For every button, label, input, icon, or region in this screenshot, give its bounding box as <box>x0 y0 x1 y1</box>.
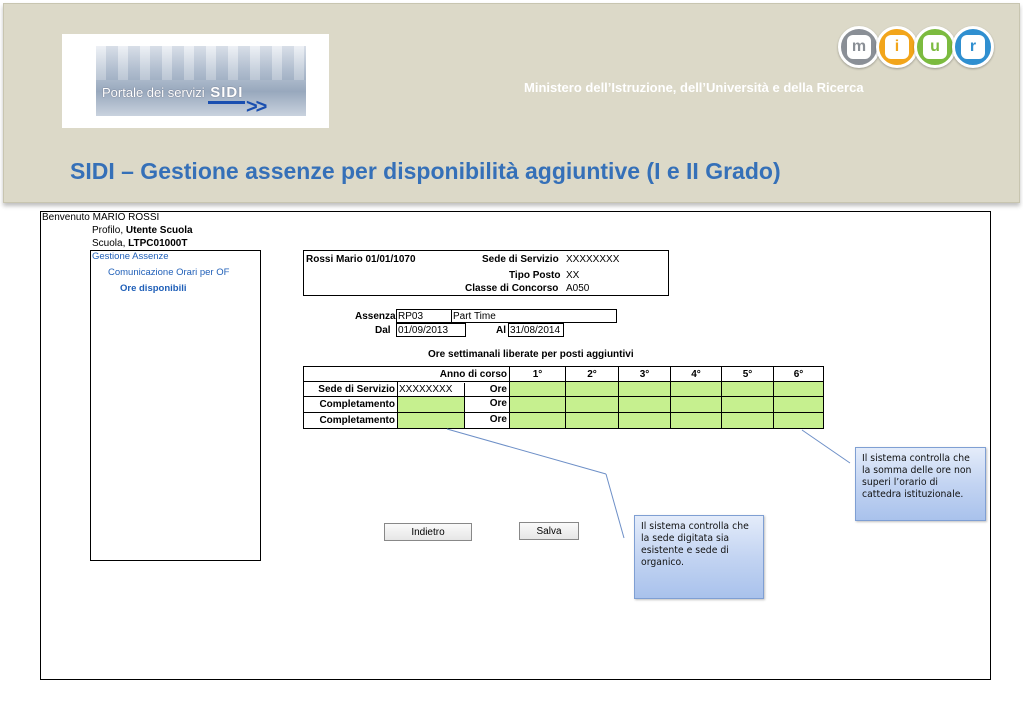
sidebar-item-comunicazione-orari[interactable]: Comunicazione Orari per OF <box>108 267 230 278</box>
hours-input-r2-y4[interactable] <box>671 397 722 413</box>
hours-input-r3-y1[interactable] <box>510 413 566 429</box>
miur-m-letter: m <box>847 35 871 59</box>
slide-header <box>3 3 1020 203</box>
school-line <box>92 238 187 249</box>
sidi-portal-logo <box>62 34 329 128</box>
hours-input-r3-y2[interactable] <box>566 413 619 429</box>
logo-sidi-brand: SIDI <box>208 84 245 104</box>
ore-label: Ore <box>489 398 507 409</box>
row-label-completamento-2 <box>304 413 398 429</box>
hours-input-r2-y6[interactable] <box>774 397 824 413</box>
hours-section-title: Ore settimanali liberate per posti aggiuntivi <box>428 349 634 360</box>
profile-value: Utente Scuola <box>125 225 193 236</box>
sede-ore-cell <box>398 382 510 397</box>
hours-input-r1-y4[interactable] <box>671 382 722 397</box>
sidebar-menu <box>90 250 261 561</box>
tipo-posto-value: XX <box>566 270 580 281</box>
miur-i-badge <box>876 26 918 68</box>
assenza-code-field: RP03 <box>396 309 452 323</box>
employee-name: Rossi Mario 01/01/1070 <box>306 254 416 265</box>
hours-input-r2-y5[interactable] <box>722 397 774 413</box>
completamento-2-sede-field[interactable] <box>398 413 465 428</box>
logo-arrows-icon: >> <box>246 96 266 116</box>
table-row <box>304 413 824 429</box>
hours-input-r2-y3[interactable] <box>619 397 671 413</box>
miur-i-letter: i <box>885 35 909 59</box>
employee-info-box <box>303 250 669 296</box>
classe-concorso-value: A050 <box>566 283 590 294</box>
year-6-header: 6° <box>774 367 824 382</box>
back-button[interactable]: Indietro <box>384 523 472 541</box>
sidebar-item-ore-disponibili[interactable]: Ore disponibili <box>120 283 187 294</box>
sede-value: XXXXXXXX <box>566 254 620 265</box>
miur-r-badge <box>952 26 994 68</box>
year-3-header: 3° <box>619 367 671 382</box>
row-label-sede <box>304 382 398 397</box>
completamento-2-ore-cell <box>398 413 510 429</box>
hours-input-r3-y4[interactable] <box>671 413 722 429</box>
row-label-completamento-1 <box>304 397 398 413</box>
al-date-field: 31/08/2014 <box>508 323 564 337</box>
year-5-header: 5° <box>722 367 774 382</box>
tipo-posto-label: Tipo Posto <box>509 270 561 281</box>
hours-input-r1-y1[interactable] <box>510 382 566 397</box>
logo-banner <box>96 46 306 116</box>
callout-sede-check: Il sistema controlla che la sede digitata sia esistente e sede di organico. <box>634 515 764 599</box>
hours-input-r3-y3[interactable] <box>619 413 671 429</box>
miur-logo <box>838 26 998 72</box>
logo-portal-text: Portale dei servizi <box>102 85 205 100</box>
year-4-header: 4° <box>671 367 722 382</box>
miur-u-badge <box>914 26 956 68</box>
hours-input-r2-y2[interactable] <box>566 397 619 413</box>
hours-input-r1-y5[interactable] <box>722 382 774 397</box>
hours-input-r1-y3[interactable] <box>619 382 671 397</box>
row-label-text: Completamento <box>319 399 395 410</box>
table-row <box>304 382 824 397</box>
hours-input-r2-y1[interactable] <box>510 397 566 413</box>
app-window <box>40 211 991 680</box>
hours-input-r3-y5[interactable] <box>722 413 774 429</box>
miur-r-letter: r <box>961 35 985 59</box>
hours-table <box>303 366 824 429</box>
completamento-1-ore-cell <box>398 397 510 413</box>
year-1-header: 1° <box>510 367 566 382</box>
row-label-text: Completamento <box>319 415 395 426</box>
year-2-header: 2° <box>566 367 619 382</box>
anno-di-corso-header: Anno di corso <box>304 367 510 382</box>
ore-label: Ore <box>489 414 507 425</box>
save-button[interactable]: Salva <box>519 522 579 540</box>
keyboard-graphic <box>96 46 306 80</box>
user-name: MARIO ROSSI <box>92 212 160 223</box>
dal-label: Dal <box>375 325 391 336</box>
dal-date-field: 01/09/2013 <box>396 323 466 337</box>
welcome-label: Benvenuto <box>42 212 90 223</box>
table-row <box>304 397 824 413</box>
ore-label: Ore <box>489 383 507 395</box>
profile-label: Profilo, <box>92 225 124 236</box>
assenza-description-field: Part Time <box>451 309 617 323</box>
hours-input-r1-y6[interactable] <box>774 382 824 397</box>
completamento-1-sede-field[interactable] <box>398 397 465 412</box>
classe-concorso-label: Classe di Concorso <box>465 283 559 294</box>
logo-text <box>102 84 245 101</box>
school-value: LTPC01000T <box>128 238 188 249</box>
sede-code-field[interactable]: XXXXXXXX <box>398 383 465 396</box>
miur-m-badge <box>838 26 880 68</box>
table-header-row <box>304 367 824 382</box>
miur-u-letter: u <box>923 35 947 59</box>
profile-line <box>92 225 193 236</box>
welcome-line <box>42 212 159 223</box>
ministry-name: Ministero dell’Istruzione, dell’Università e della Ricerca <box>524 80 864 95</box>
school-label: Scuola, <box>92 238 126 249</box>
sede-label: Sede di Servizio <box>482 254 559 265</box>
page-title: SIDI – Gestione assenze per disponibilità aggiuntive (I e II Grado) <box>70 158 781 184</box>
sidebar-item-gestione-assenze[interactable]: Gestione Assenze <box>92 251 169 262</box>
al-label: Al <box>496 325 506 336</box>
callout-hours-check: Il sistema controlla che la somma delle ore non superi l’orario di cattedra istituzionale. <box>855 447 986 521</box>
row-label-text: Sede di Servizio <box>318 383 395 395</box>
hours-input-r1-y2[interactable] <box>566 382 619 397</box>
hours-input-r3-y6[interactable] <box>774 413 824 429</box>
assenza-label: Assenza <box>355 311 396 322</box>
